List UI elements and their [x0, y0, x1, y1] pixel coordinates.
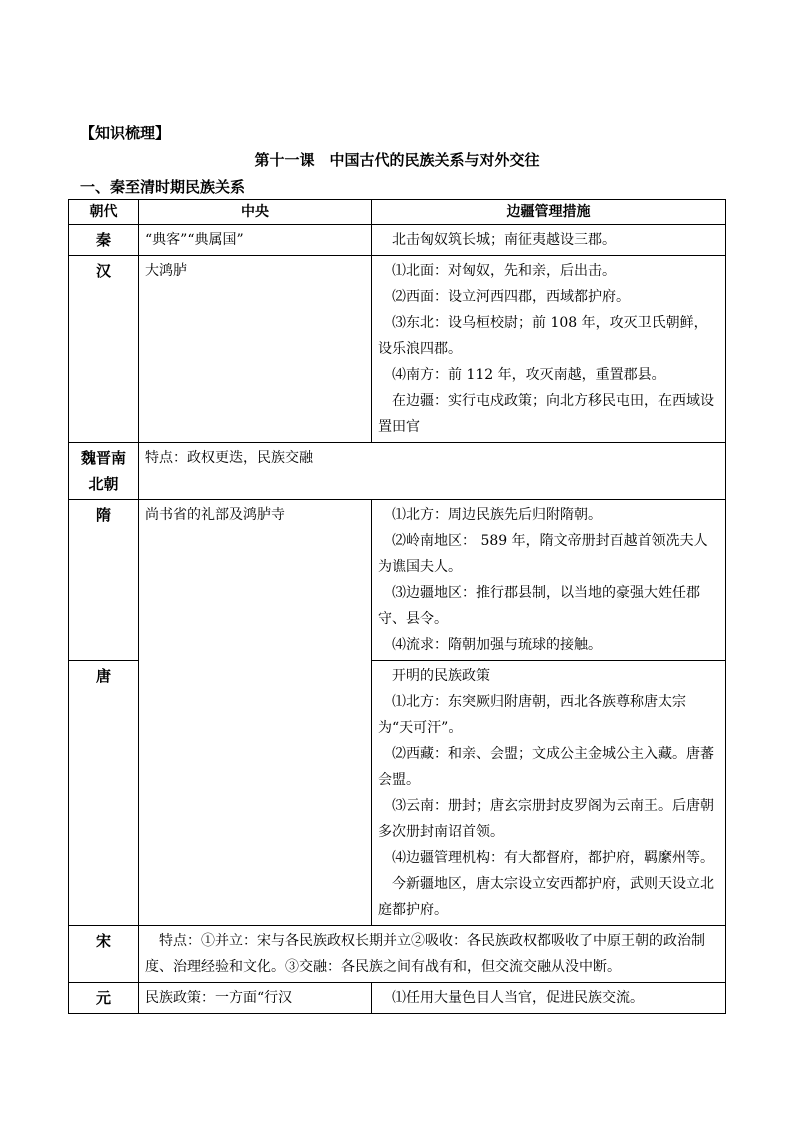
table-row-yuan — [69, 983, 726, 1014]
dynasty-cell: 元 — [69, 983, 139, 1014]
column-header-central: 中央 — [139, 200, 372, 225]
merged-note-cell: 特点：政权更迭，民族交融 — [139, 443, 726, 500]
dynasty-cell: 隋 — [69, 500, 139, 661]
table-header-row — [69, 200, 726, 225]
central-cell: “典客”“典属国” — [139, 225, 372, 256]
merged-note-cell — [139, 926, 726, 983]
table-row-song — [69, 926, 726, 983]
page-heading: 【知识梳理】 — [80, 124, 171, 142]
border-item: ⑶云南：册封；唐玄宗册封皮罗阁为云南王。后唐朝多次册封南诏首领。 — [378, 798, 714, 840]
border-item: 开明的民族政策 — [392, 668, 490, 684]
table-row-qin — [69, 225, 726, 256]
table-row-wei-jin — [69, 443, 726, 500]
border-item: ⑵岭南地区： 589 年，隋文帝册封百越首领冼夫人为谯国夫人。 — [378, 533, 708, 575]
border-item: 在边疆：实行屯戍政策；向北方移民屯田，在西域设置田官 — [378, 393, 714, 435]
border-item: ⑴北面：对匈奴，先和亲，后出击。 — [392, 263, 616, 279]
column-header-dynasty: 朝代 — [69, 200, 139, 225]
dynasty-cell: 汉 — [69, 256, 139, 443]
border-item: 北击匈奴筑长城；南征夷越设三郡。 — [392, 232, 616, 248]
border-item: ⑴任用大量色目人当官，促进民族交流。 — [392, 990, 644, 1006]
border-cell — [372, 661, 726, 926]
central-cell: 民族政策：一方面“行汉 — [139, 983, 372, 1014]
border-item: ⑴北方：东突厥归附唐朝，西北各族尊称唐太宗为“天可汗”。 — [378, 694, 686, 736]
border-item: ⑷流求：隋朝加强与琉球的接触。 — [392, 637, 602, 653]
central-cell: 大鸿胪 — [139, 256, 372, 443]
border-item: ⑶东北：设乌桓校尉；前 108 年，攻灭卫氏朝鲜，设乐浪四郡。 — [378, 315, 708, 357]
song-note: 特点：①并立：宋与各民族政权长期并立②吸收：各民族政权都吸收了中原王朝的政治制度、治理经验和文化。③交融：各民族之间有战有和，但交流交融从没中断。 — [145, 933, 705, 975]
border-cell — [372, 225, 726, 256]
border-cell — [372, 983, 726, 1014]
border-item: ⑴北方：周边民族先后归附隋朝。 — [392, 507, 602, 523]
border-item: ⑷南方：前 112 年，攻灭南越，重置郡县。 — [392, 367, 666, 383]
column-header-border: 边疆管理措施 — [372, 200, 726, 225]
ethnic-relations-table — [68, 199, 726, 1014]
border-item: ⑶边疆地区：推行郡县制，以当地的豪强大姓任郡守、县令。 — [378, 585, 700, 627]
border-item: 今新疆地区，唐太宗设立安西都护府，武则天设立北庭都护府。 — [378, 876, 714, 918]
lesson-title: 第十一课 中国古代的民族关系与对外交往 — [254, 151, 540, 169]
dynasty-cell: 秦 — [69, 225, 139, 256]
dynasty-cell: 魏晋南北朝 — [69, 443, 139, 500]
table-row-han — [69, 256, 726, 443]
border-item: ⑵西藏：和亲、会盟；文成公主金城公主入藏。唐蕃会盟。 — [378, 746, 714, 788]
dynasty-cell: 唐 — [69, 661, 139, 926]
border-cell — [372, 256, 726, 443]
central-cell: 尚书省的礼部及鸿胪寺 — [139, 500, 372, 926]
section-title: 一、秦至清时期民族关系 — [80, 178, 246, 196]
border-cell — [372, 500, 726, 661]
dynasty-cell: 宋 — [69, 926, 139, 983]
border-item: ⑷边疆管理机构：有大都督府，都护府，羁縻州等。 — [392, 850, 714, 866]
table-row-sui — [69, 500, 726, 661]
border-item: ⑵西面：设立河西四郡，西域都护府。 — [392, 289, 630, 305]
